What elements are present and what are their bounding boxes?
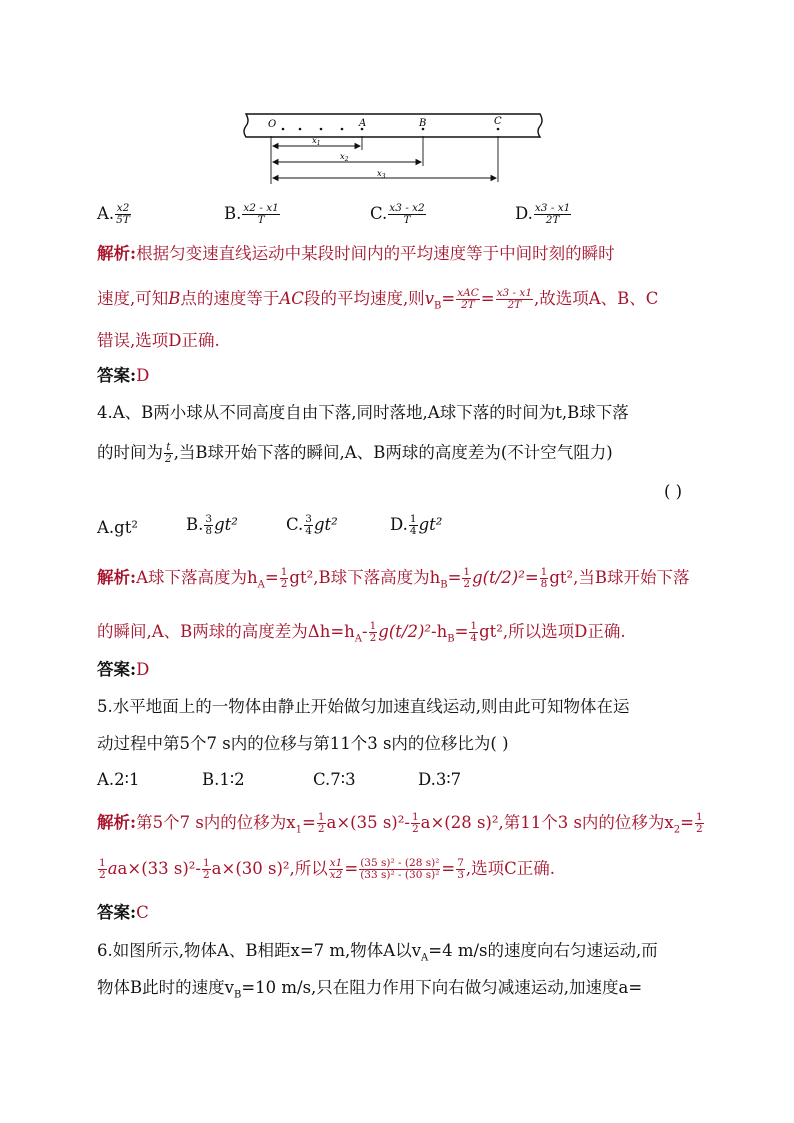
q3-option-d: D. $\frac{x3 - x1}{2T}$ <box>515 202 571 226</box>
paper-tape-diagram <box>240 106 550 188</box>
q3-solution-line-2: 速度,可知B点的速度等于AC段的平均速度,则$v_B=$ $\frac{\text{xAC}}{2T}$ = $\frac{x3 - x1}{2T}$ ,故选项A、B、C <box>97 287 659 312</box>
q5-option-b: B.1∶2 <box>202 770 245 789</box>
dim-label-x3: $x_3$ <box>377 169 386 180</box>
q4-stem-line-1: 4.A、B两小球从不同高度自由下落,同时落地,A球下落的时间为t,B球下落 <box>97 403 629 422</box>
q4-answer: 答案:D <box>97 660 150 679</box>
dim-label-x2: $x_2$ <box>340 152 349 163</box>
point-label-o: O <box>268 119 277 130</box>
q4-option-b: B. $\frac{3}{8}$ gt² <box>186 513 238 537</box>
q4-solution-line-2: 的瞬间,A、B两球的高度差为$\Delta h=h_A-$ $\frac{1}{2}$ $g(t/2)^2-h_B=$ $\frac{1}{4}$ gt²,所以选项D正确. <box>97 620 626 645</box>
q3-option-b: B. $\frac{x2 - x1}{T}$ <box>224 202 279 226</box>
q3-solution-line-1: 解析:根据匀变速直线运动中某段时间内的平均速度等于中间时刻的瞬时 <box>97 244 615 263</box>
q5-option-d: D.3∶7 <box>418 770 462 789</box>
q4-option-d: D. $\frac{1}{4}$ gt² <box>390 513 443 537</box>
dim-label-x1: $x_1$ <box>312 136 321 147</box>
q6-stem-line-2: 物体B此时的速度$v_B=10$ m/s,只在阻力作用下向右做匀减速运动,加速度a= <box>97 978 643 1001</box>
point-label-a: A <box>359 118 367 129</box>
q4-option-c: C. $\frac{3}{4}$ gt² <box>286 513 338 537</box>
q5-solution-line-1: 解析:第5个7 s内的位移为$x_1=$ $\frac{1}{2}$ a×(35 s)²- $\frac{1}{2}$ a×(28 s)²,第11个3 s内的位移为$x_2=$ $\frac{1}{2}$ <box>97 811 703 836</box>
q5-option-a: A.2∶1 <box>97 770 140 789</box>
q4-option-a: A.gt² <box>97 518 138 537</box>
q5-solution-line-2: $\frac{1}{2}$ aa×(33 s)²- $\frac{1}{2}$ a×(30 s)²,所以 $\frac{x1}{x2}$ = $\frac{\text{(35 s)² - (28 s)²}}{\text{(33 s)² - (30 s)²}}$ = $\frac{7}{3}$ ,选项C正确. <box>99 857 556 881</box>
q5-answer: 答案:C <box>97 903 149 922</box>
q3-answer: 答案:D <box>97 366 150 385</box>
q3-option-c: C. $\frac{x3 - x2}{T}$ <box>370 202 425 226</box>
q4-answer-bracket: ( ) <box>664 482 683 501</box>
q5-stem-line-1: 5.水平地面上的一物体由静止开始做匀加速直线运动,则由此可知物体在运 <box>97 697 630 716</box>
q3-solution-line-3: 错误,选项D正确. <box>97 331 220 350</box>
q4-stem-line-2: 的时间为 $\frac{t}{2}$ ,当B球开始下落的瞬间,A、B两球的高度差为(不计空气阻力) <box>97 441 613 465</box>
point-label-c: C <box>494 116 502 127</box>
point-label-b: B <box>419 118 427 129</box>
q4-solution-line-1: 解析:A球下落高度为$h_A=$ $\frac{1}{2}$ gt²,B球下落高度为$h_B=$ $\frac{1}{2}$ g(t/2)²= $\frac{1}{8}$ gt²,当B球开始下落 <box>97 566 690 591</box>
q3-option-a: A. $\frac{x2}{5T}$ <box>97 202 130 226</box>
q5-stem-line-2: 动过程中第5个7 s内的位移与第11个3 s内的位移比为( ) <box>97 734 509 753</box>
q6-stem-line-1: 6.如图所示,物体A、B相距x=7 m,物体A以$v_A=4$ m/s的速度向右匀速运动,而 <box>97 941 658 964</box>
q5-option-c: C.7∶3 <box>313 770 356 789</box>
tape-dots <box>282 128 500 131</box>
